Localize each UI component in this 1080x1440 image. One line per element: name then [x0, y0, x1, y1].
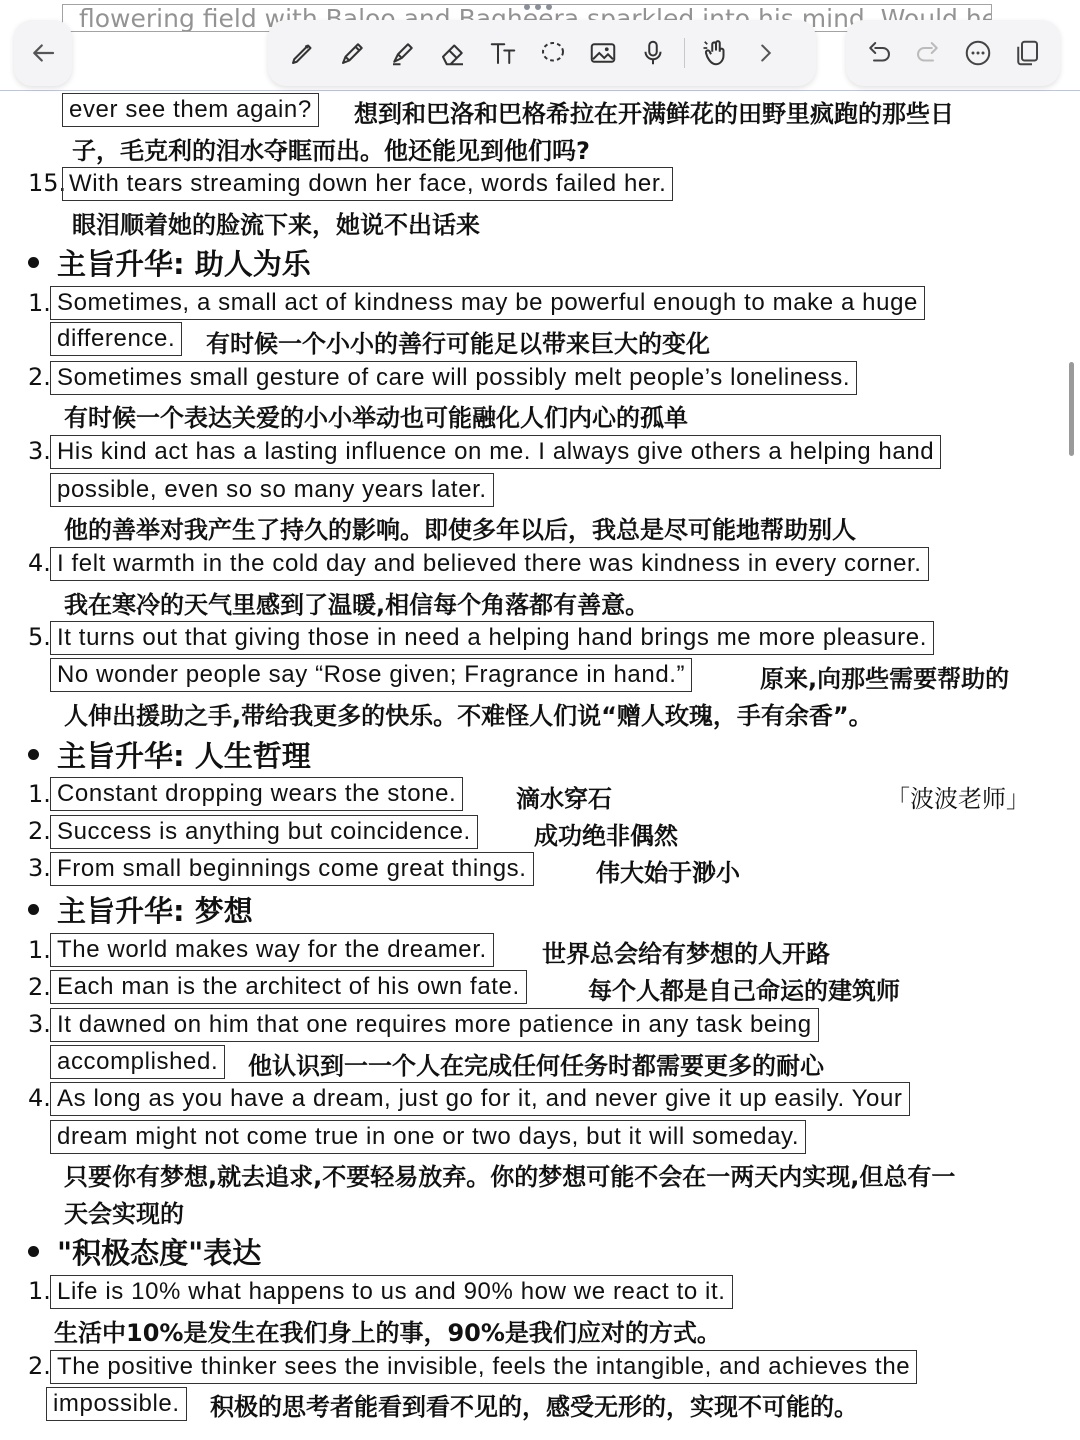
chinese-translation: 生活中10%是发生在我们身上的事，90%是我们应对的方式。: [54, 1319, 721, 1347]
english-sentence-box[interactable]: I felt warmth in the cold day and believed there was kindness in every corner.: [50, 547, 929, 581]
image-icon[interactable]: [580, 30, 626, 76]
chinese-translation: 滴水穿石: [516, 785, 612, 813]
chinese-translation: 每个人都是自己命运的建筑师: [588, 977, 900, 1005]
chinese-translation: 成功绝非偶然: [534, 822, 678, 850]
english-sentence-box[interactable]: Sometimes small gesture of care will possibly melt people’s loneliness.: [50, 361, 857, 395]
section-heading: 主旨升华: 人生哲理: [28, 734, 311, 775]
chinese-translation: 想到和巴洛和巴格希拉在开满鲜花的田野里疯跑的那些日: [354, 100, 954, 128]
item-number: 1.: [28, 289, 51, 317]
english-sentence-box[interactable]: The world makes way for the dreamer.: [50, 933, 494, 967]
hand-pointer-icon[interactable]: [693, 30, 739, 76]
highlighter-icon[interactable]: [380, 30, 426, 76]
english-sentence-box[interactable]: ever see them again?: [62, 93, 319, 127]
toolbar-grab-handle[interactable]: [524, 4, 556, 12]
item-number: 1.: [28, 780, 51, 808]
item-number: 1.: [28, 936, 51, 964]
english-sentence-box[interactable]: Sometimes, a small act of kindness may be powerful enough to make a huge: [50, 286, 925, 320]
toolbar-separator: [684, 38, 685, 68]
back-arrow-icon[interactable]: [20, 30, 66, 76]
chinese-translation: 他的善举对我产生了持久的影响。即使多年以后，我总是尽可能地帮助别人: [64, 516, 856, 544]
section-heading: "积极态度"表达: [28, 1231, 261, 1272]
english-sentence-box[interactable]: It dawned on him that one requires more patience in any task being: [50, 1008, 819, 1042]
chinese-translation: 眼泪顺着她的脸流下来，她说不出话来: [72, 211, 480, 239]
pen-icon[interactable]: [280, 30, 326, 76]
item-number: 3.: [28, 854, 51, 882]
chinese-translation: 伟大始于渺小: [596, 859, 740, 887]
item-number: 3.: [28, 437, 51, 465]
bullet-icon: [28, 749, 39, 760]
english-sentence-box[interactable]: His kind act has a lasting influence on me. I always give others a helping hand: [50, 435, 941, 469]
chevron-right-icon[interactable]: [743, 30, 789, 76]
author-signature: 「波波老师」: [886, 785, 1030, 813]
english-sentence-box[interactable]: impossible.: [46, 1387, 187, 1421]
item-number: 2.: [28, 973, 51, 1001]
english-sentence-box[interactable]: accomplished.: [50, 1045, 225, 1079]
item-number: 15.: [28, 169, 67, 197]
chinese-translation: 只要你有梦想,就去追求,不要轻易放弃。你的梦想可能不会在一两天内实现,但总有一: [64, 1163, 956, 1191]
english-sentence-box[interactable]: The positive thinker sees the invisible, feels the intangible, and achieves the: [50, 1350, 917, 1384]
history-actions-pill: [846, 20, 1060, 86]
item-number: 2.: [28, 817, 51, 845]
pages-icon[interactable]: [1004, 30, 1050, 76]
eraser-icon[interactable]: [430, 30, 476, 76]
chinese-translation: 原来,向那些需要帮助的: [760, 665, 1010, 693]
bullet-icon: [28, 1246, 39, 1257]
chinese-translation: 积极的思考者能看到看不见的，感受无形的，实现不可能的。: [210, 1393, 858, 1421]
chinese-translation: 子，毛克利的泪水夺眶而出。他还能见到他们吗?: [72, 137, 590, 165]
chinese-translation: 有时候一个小小的善行可能足以带来巨大的变化: [206, 330, 710, 358]
vertical-scrollbar[interactable]: [1069, 362, 1074, 456]
item-number: 2.: [28, 1352, 51, 1380]
english-sentence-box[interactable]: As long as you have a dream, just go for it, and never give it up easily. Your: [50, 1082, 910, 1116]
chinese-translation: 人伸出援助之手,带给我更多的快乐。不难怪人们说“赠人玫瑰，手有余香”。: [64, 702, 873, 730]
bullet-icon: [28, 904, 39, 915]
english-sentence-box[interactable]: Constant dropping wears the stone.: [50, 777, 463, 811]
chinese-translation: 世界总会给有梦想的人开路: [542, 940, 830, 968]
english-sentence-box[interactable]: dream might not come true in one or two days, but it will someday.: [50, 1120, 806, 1154]
lasso-icon[interactable]: [530, 30, 576, 76]
drawing-tools-pill: [268, 20, 816, 86]
chinese-translation: 他认识到一一个人在完成任何任务时都需要更多的耐心: [248, 1052, 824, 1080]
english-sentence-box[interactable]: From small beginnings come great things.: [50, 852, 534, 886]
bullet-icon: [28, 257, 39, 268]
pencil-icon[interactable]: [330, 30, 376, 76]
item-number: 3.: [28, 1010, 51, 1038]
english-sentence-box[interactable]: No wonder people say “Rose given; Fragrance in hand.”: [50, 658, 692, 692]
english-sentence-box[interactable]: It turns out that giving those in need a helping hand brings me more pleasure.: [50, 621, 934, 655]
english-sentence-box[interactable]: With tears streaming down her face, words failed her.: [62, 167, 673, 201]
more-icon[interactable]: [955, 30, 1001, 76]
english-sentence-box[interactable]: Each man is the architect of his own fate.: [50, 970, 527, 1004]
item-number: 5.: [28, 623, 51, 651]
microphone-icon[interactable]: [630, 30, 676, 76]
item-number: 4.: [28, 549, 51, 577]
item-number: 1.: [28, 1277, 51, 1305]
editor-toolbar: [0, 0, 1080, 91]
chinese-translation: 天会实现的: [64, 1200, 184, 1228]
english-sentence-box[interactable]: difference.: [50, 322, 182, 356]
text-tool-icon[interactable]: [480, 30, 526, 76]
english-sentence-box[interactable]: Success is anything but coincidence.: [50, 815, 478, 849]
section-heading: 主旨升华: 梦想: [28, 889, 253, 930]
item-number: 4.: [28, 1084, 51, 1112]
chinese-translation: 有时候一个表达关爱的小小举动也可能融化人们内心的孤单: [64, 404, 688, 432]
english-sentence-box[interactable]: Life is 10% what happens to us and 90% how we react to it.: [50, 1275, 733, 1309]
english-sentence-box[interactable]: possible, even so so many years later.: [50, 473, 494, 507]
section-heading: 主旨升华: 助人为乐: [28, 242, 311, 283]
back-pill: [14, 20, 72, 86]
chinese-translation: 我在寒冷的天气里感到了温暖,相信每个角落都有善意。: [64, 591, 650, 619]
item-number: 2.: [28, 363, 51, 391]
redo-icon[interactable]: [905, 30, 951, 76]
undo-icon[interactable]: [856, 30, 902, 76]
